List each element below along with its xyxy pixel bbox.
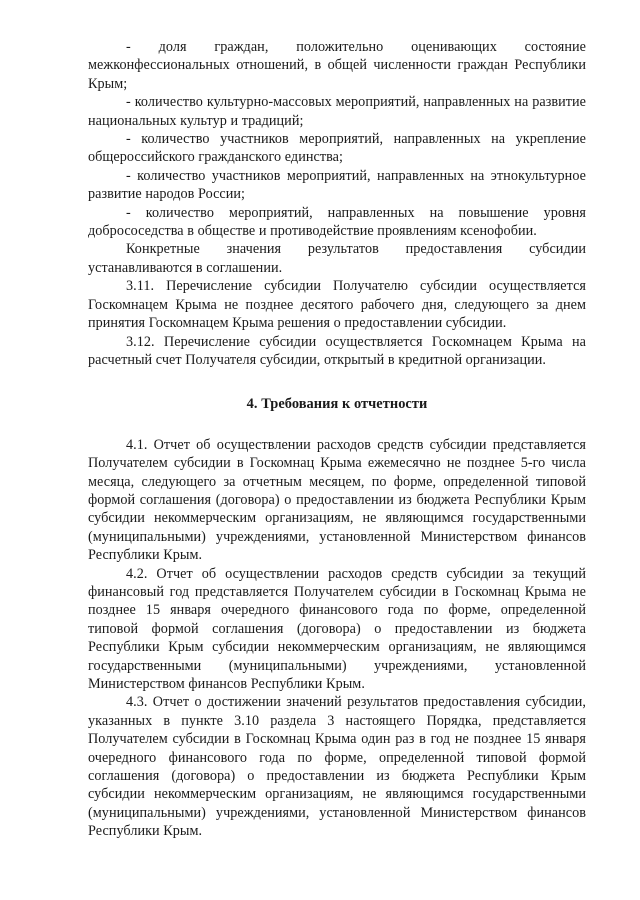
paragraph-3-12: 3.12. Перечисление субсидии осуществляется Госкомнацем Крыма на расчетный счет Получателя субсидии, открытый в кредитной организации. — [88, 333, 586, 368]
paragraph-result-values: Конкретные значения результатов предоставления субсидии устанавливаются в соглашении. — [88, 241, 586, 276]
bullet-item: - доля граждан, положительно оценивающих состояние межконфессиональных отношений, в общей численности граждан Республики Крым; — [88, 39, 586, 92]
bullet-item: - количество культурно-массовых мероприятий, направленных на развитие национальных культур и традиций; — [88, 94, 586, 129]
bullet-item: - количество мероприятий, направленных на повышение уровня добрососедства в обществе и противодействие проявлениям ксенофобии. — [88, 204, 586, 240]
document-page — [88, 38, 586, 841]
paragraph-4-3: 4.3. Отчет о достижении значений результатов предоставления субсидии, указанных в пункте 3.10 раздела 3 настоящего Порядка, представляется Получателем субсидии в Госкомнац Крыма один раз в год не позднее 15 января очередного финансового года по форме, определенной типовой формой соглашения (договора) о предоставлении из бюджета Республики Крым субсидии некоммерческим организациям, не являющимся государственными (муниципальными) учреждениями, установленной Министерством финансов Республики Крым. — [88, 694, 586, 840]
bullet-item: - количество участников мероприятий, направленных на укрепление общероссийского гражданского единства; — [88, 131, 586, 166]
section-heading: 4. Требования к отчетности — [246, 396, 428, 413]
paragraph-4-2: 4.2. Отчет об осуществлении расходов средств субсидии за текущий финансовый год представляется Получателем субсидии в Госкомнац Крыма не позднее 15 января очередного финансового года по форме, определенной типовой формой соглашения (договора) о предоставлении из бюджета Республики Крым субсидии некоммерческим организациям, не являющимся государственными (муниципальными) учреждениями, установленной Министерством финансов Республики Крым. — [88, 565, 586, 692]
paragraph-3-11: 3.11. Перечисление субсидии Получателю субсидии осуществляется Госкомнацем Крыма не позднее десятого рабочего дня, следующего за днем принятия Госкомнацем Крыма решения о предоставлении субсидии. — [88, 278, 586, 332]
bullet-item: - количество участников мероприятий, направленных на этнокультурное развитие народов России; — [88, 167, 586, 203]
paragraph-4-1: 4.1. Отчет об осуществлении расходов средств субсидии представляется Получателем субсидии в Госкомнац Крыма ежемесячно не позднее 5-го числа месяца, следующего за отчетным месяцем, по форме, определенной типовой формой соглашения (договора) о предоставлении из бюджета Республики Крым субсидии некоммерческим организациям, не являющимся государственными (муниципальными) учреждениями, установленной Министерством финансов Республики Крым. — [88, 436, 586, 564]
